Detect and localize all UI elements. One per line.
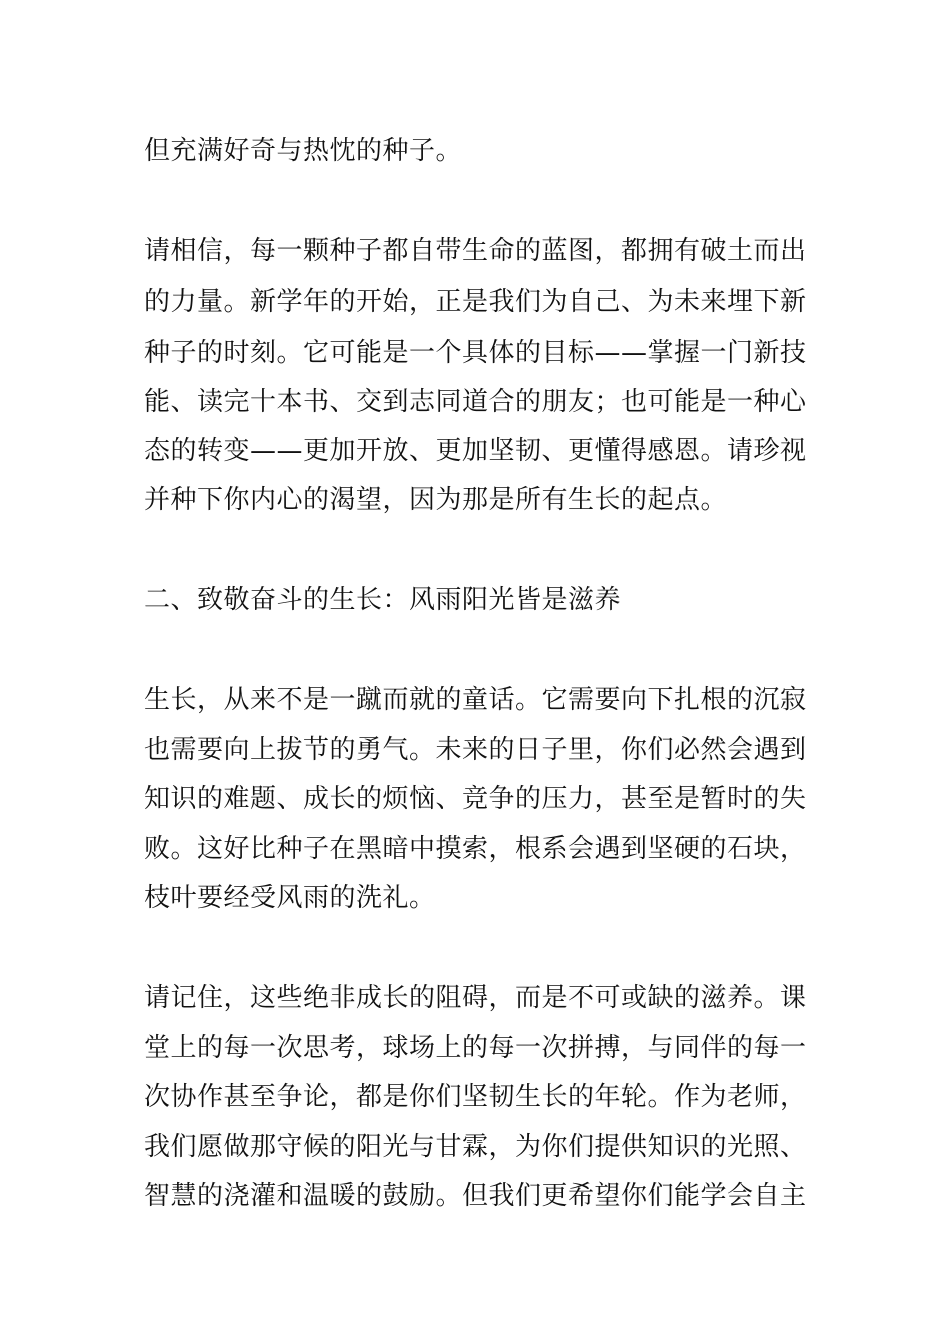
section-heading: 二、致敬奋斗的生长：风雨阳光皆是滋养 [144, 585, 622, 615]
text-line: 堂上的每一次思考，球场上的每一次拼搏，与同伴的每一 [144, 1033, 807, 1063]
text-line: 败。这好比种子在黑暗中摸索，根系会遇到坚硬的石块， [144, 834, 807, 864]
text-line: 并种下你内心的渴望，因为那是所有生长的起点。 [144, 485, 728, 515]
text-line: 能、读完十本书、交到志同道合的朋友；也可能是一种心 [144, 387, 807, 417]
text-line: 枝叶要经受风雨的洗礼。 [144, 883, 436, 913]
text-line: 生长，从来不是一蹴而就的童话。它需要向下扎根的沉寂 [144, 685, 807, 715]
text-line: 我们愿做那守候的阳光与甘霖，为你们提供知识的光照、 [144, 1132, 807, 1162]
text-line: 请相信，每一颗种子都自带生命的蓝图，都拥有破土而出 [144, 236, 807, 266]
text-line: 态的转变——更加开放、更加坚韧、更懂得感恩。请珍视 [144, 436, 807, 466]
text-line: 智慧的浇灌和温暖的鼓励。但我们更希望你们能学会自主 [144, 1181, 807, 1211]
text-line: 也需要向上拔节的勇气。未来的日子里，你们必然会遇到 [144, 735, 807, 765]
text-line: 但充满好奇与热忱的种子。 [144, 136, 463, 166]
text-line: 次协作甚至争论，都是你们坚韧生长的年轮。作为老师， [144, 1082, 807, 1112]
text-line: 请记住，这些绝非成长的阻碍，而是不可或缺的滋养。课 [144, 983, 807, 1013]
text-line: 的力量。新学年的开始，正是我们为自己、为未来埋下新 [144, 287, 807, 317]
text-line: 知识的难题、成长的烦恼、竞争的压力，甚至是暂时的失 [144, 784, 807, 814]
text-line: 种子的时刻。它可能是一个具体的目标——掌握一门新技 [144, 338, 807, 368]
